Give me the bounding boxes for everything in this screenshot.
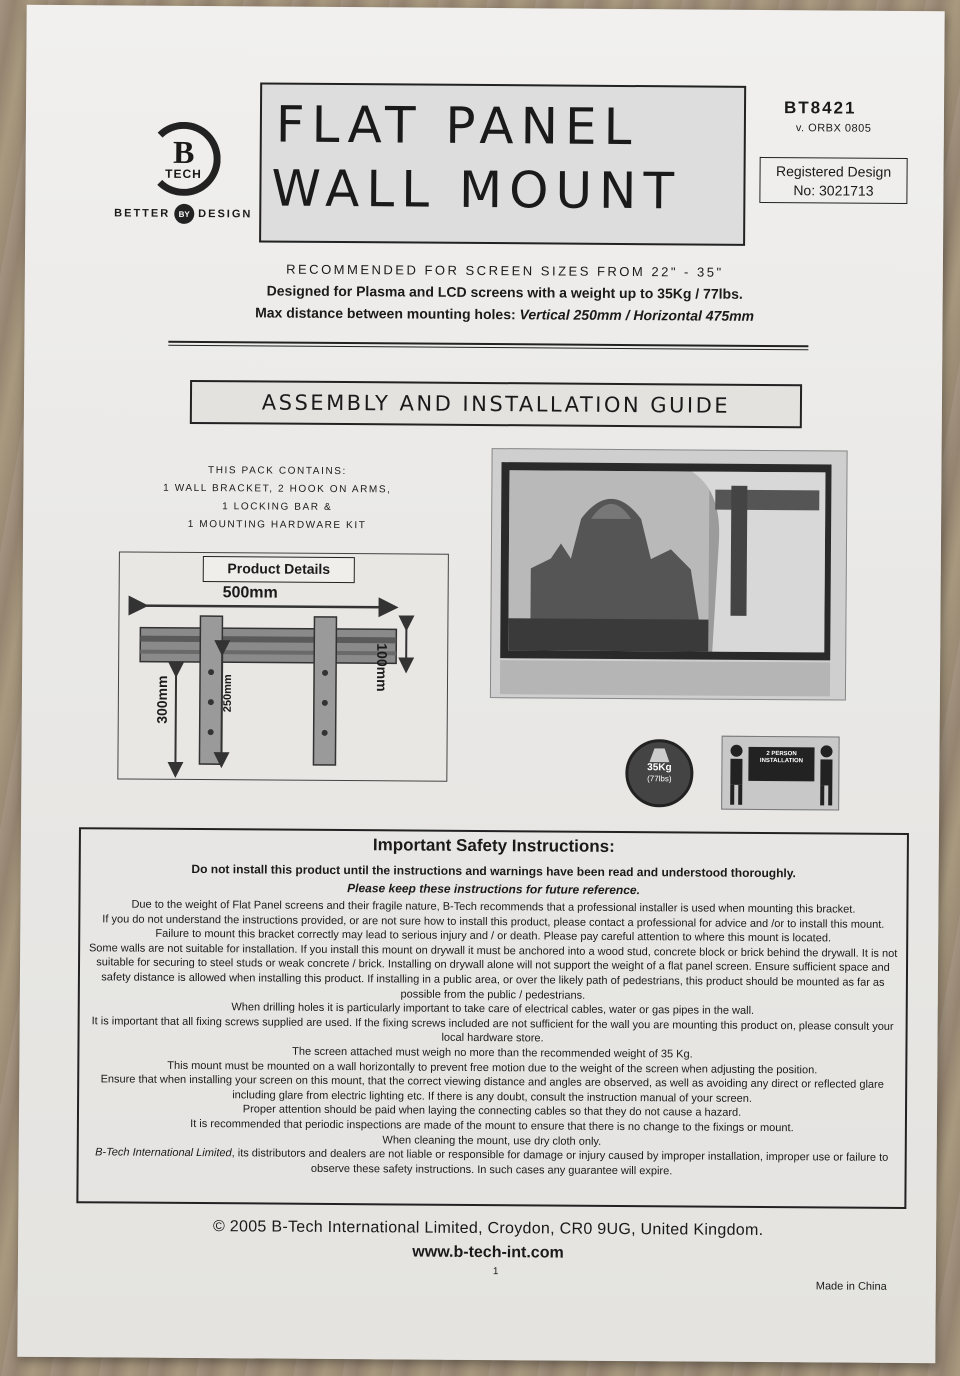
weight-lbs: (77lbs): [647, 774, 672, 784]
product-details-label: Product Details: [203, 556, 355, 583]
safety-paragraph: Some walls are not suitable for installation. If you install this mount on drywall it must be anchored into a wood stud, concrete block or brick behind the drywall. It is not suitable for securing to steel studs or weak concrete / brick. Installing on drywall alone will not support the weight of a flat panel screen. Ensure sufficient space and safety distance is allowed when installing this product. If installing in a public area, or over the likely path of pedestrians, this product should be mounted as far as possible from the public / pedestrians.: [88, 942, 898, 1002]
safety-paragraph: Ensure that when installing your screen on this mount, that the correct viewing distance and angles are observed, as well as avoiding any direct or reflected glare including glare from electric lighting etc. If there is any doubt, consult the instruction manual of your screen.: [100, 1073, 884, 1105]
hook-arm-right: [313, 617, 336, 765]
title-line-1: FLAT PANEL: [275, 95, 639, 157]
safety-disclaimer: [87, 1145, 897, 1180]
btech-logo: [103, 121, 264, 232]
safety-paragraph: This mount must be mounted on a wall horizontally to prevent free motion due to the weight of the screen when adjusting the position.: [167, 1059, 818, 1076]
arm-hole: [322, 670, 328, 676]
safety-paragraph: When cleaning the mount, use dry cloth only.: [382, 1133, 602, 1148]
max-distance: [175, 304, 835, 325]
dimension-bar-height: 100mm: [373, 643, 391, 692]
weight-kg: 35Kg: [647, 762, 672, 774]
bracket-diagram: [117, 551, 449, 781]
safety-keep-note: Please keep these instructions for future reference.: [347, 881, 641, 898]
two-person-badge: [721, 736, 840, 811]
safety-paragraph: It is important that all fixing screws supplied are used. If the fixing screws included are not sufficient for the wall you are mounting this product on, please consult your local hardware store.: [91, 1015, 894, 1045]
tagline-design: DESIGN: [198, 208, 253, 221]
pack-contents-line-1: 1 WALL BRACKET, 2 HOOK ON ARMS,: [163, 482, 392, 496]
title-box: [259, 82, 746, 245]
safety-paragraph: The screen attached must weigh no more than the recommended weight of 35 Kg.: [292, 1045, 693, 1061]
hook-arm-left: [199, 616, 222, 764]
tagline-by: BY: [174, 204, 194, 224]
tv-base: [500, 660, 830, 696]
two-person-label: 2 PERSON INSTALLATION: [752, 749, 810, 767]
pack-contents-heading: THIS PACK CONTAINS:: [207, 465, 347, 478]
safety-subtitle: Do not install this product until the instructions and warnings have been read and understood thoroughly.: [191, 861, 796, 881]
tagline-better: BETTER: [114, 207, 171, 220]
arm-length-arrow: [175, 670, 176, 770]
logo-letter: B: [172, 133, 195, 170]
pack-contents-line-3: 1 MOUNTING HARDWARE KIT: [187, 518, 367, 532]
version-code: v. ORBX 0805: [795, 122, 872, 135]
dimension-arm-length: 300mm: [153, 675, 171, 724]
arm-hole: [322, 700, 328, 706]
max-distance-label: Max distance between mounting holes:: [255, 304, 516, 323]
website: www.b-tech-int.com: [412, 1243, 564, 1262]
registered-design-box: [759, 157, 907, 204]
pack-contents-line-2: 1 LOCKING BAR &: [222, 501, 333, 513]
registered-design-number: No: 3021713: [793, 182, 874, 199]
weight-badge: [625, 739, 693, 807]
guide-title: ASSEMBLY AND INSTALLATION GUIDE: [190, 380, 802, 428]
disclaimer-company: B-Tech International Limited: [95, 1146, 232, 1160]
pack-contents: [127, 462, 427, 536]
disclaimer-text: , its distributors and dealers are not liable or responsible for damage or injury caused by improper installation, improper use or failure to observe these safety instructions. In such cases any guarantee will expire.: [231, 1147, 889, 1178]
logo-emblem: [146, 122, 221, 197]
safety-paragraph: It is recommended that periodic inspections are made of the mount to ensure that there is no change to the fixings or mount.: [190, 1117, 794, 1135]
safety-body: [87, 897, 899, 1180]
safety-paragraph: Due to the weight of Flat Panel screens and their fragile nature, B-Tech recommends that a professional installer is used when mounting this bracket.: [131, 898, 856, 916]
wall-bracket-bar: [140, 628, 396, 664]
arm-hole: [208, 669, 214, 675]
dimension-width: 500mm: [222, 584, 278, 602]
model-number: BT8421: [783, 98, 857, 118]
arm-hole: [322, 730, 328, 736]
safety-paragraph: When drilling holes it is particularly important to take care of electrical cables, water or gas pipes in the wall.: [231, 1001, 755, 1018]
safety-paragraph: Proper attention should be paid when laying the connecting cables so that they do not cause a hazard.: [242, 1103, 742, 1120]
weight-icon: [649, 748, 669, 762]
dimension-hole-spacing: 250mm: [221, 674, 235, 713]
registered-design-label: Registered Design: [775, 163, 892, 180]
two-person-icon: [722, 737, 841, 812]
made-in: Made in China: [815, 1280, 887, 1293]
divider-rule: [168, 341, 808, 350]
width-arrow: [139, 606, 389, 608]
arm-hole: [208, 729, 214, 735]
designed-for: Designed for Plasma and LCD screens with a weight up to 35Kg / 77lbs.: [266, 282, 743, 302]
safety-title: Important Safety Instructions:: [372, 835, 615, 856]
safety-paragraph: If you do not understand the instructions provided, or are not sure how to install this product, please contact a professional for advice and /or to install this mount. Failure to mount this bracket correctly may lead to serious injury and / or death. Please pay careful attention to where this mount is located.: [102, 912, 885, 945]
max-distance-value: Vertical 250mm / Horizontal 475mm: [519, 306, 755, 324]
mount-bar: [715, 490, 819, 511]
mount-arm: [730, 486, 747, 616]
logo-brand: TECH: [165, 166, 202, 182]
page-number: 1: [492, 1266, 499, 1278]
recommended-sizes: RECOMMENDED FOR SCREEN SIZES FROM 22" - 35": [286, 261, 724, 280]
street: [508, 618, 708, 651]
arm-hole: [208, 699, 214, 705]
logo-tagline: [103, 203, 263, 224]
copyright: © 2005 B-Tech International Limited, Croydon, CR0 9UG, United Kingdom.: [212, 1218, 764, 1239]
tv-mount-photo: [490, 448, 848, 700]
title-line-2: WALL MOUNT: [271, 159, 682, 221]
instruction-sheet: [17, 5, 944, 1363]
